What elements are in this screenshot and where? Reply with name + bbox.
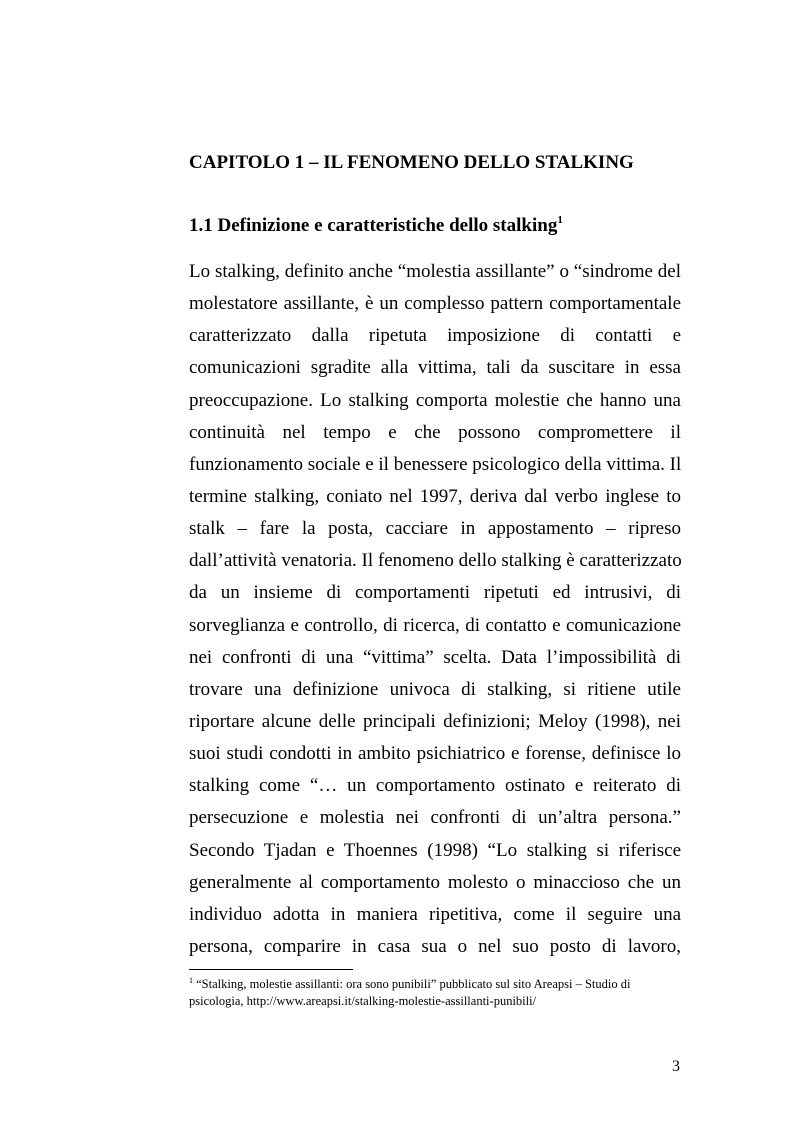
chapter-title: CAPITOLO 1 – IL FENOMENO DELLO STALKING [189, 152, 634, 173]
body-line: termine stalking, coniato nel 1997, deriva dal verbo inglese to [189, 485, 681, 507]
body-paragraph [189, 256, 681, 963]
body-line: Secondo Tjadan e Thoennes (1998) “Lo stalking si riferisce [189, 839, 681, 861]
body-line: preoccupazione. Lo stalking comporta molestie che hanno una [189, 389, 681, 411]
body-line: dall’attività venatoria. Il fenomeno dello stalking è caratterizzato [189, 550, 682, 572]
body-line: stalking come “… un comportamento ostinato e reiterato di [189, 775, 681, 797]
body-line: sorveglianza e controllo, di ricerca, di contatto e comunicazione [189, 614, 681, 636]
body-line: da un insieme di comportamenti ripetuti ed intrusivi, di [189, 582, 681, 604]
body-line: trovare una definizione univoca di stalking, si ritiene utile [189, 678, 681, 700]
body-line: continuità nel tempo e che possono compromettere il [189, 421, 681, 443]
footnote-line-1 [189, 976, 681, 993]
footnote-marker: 1 [189, 976, 193, 985]
body-line: individuo adotta in maniera ripetitiva, come il seguire una [189, 903, 681, 925]
footnote-text-1: “Stalking, molestie assillanti: ora sono punibili” pubblicato sul sito Areapsi – Studio di [193, 977, 631, 991]
body-line: caratterizzato dalla ripetuta imposizione di contatti e [189, 325, 681, 347]
body-line: suoi studi condotti in ambito psichiatrico e forense, definisce lo [189, 743, 681, 765]
footnote-line-2: psicologia, http://www.areapsi.it/stalking-molestie-assillanti-punibili/ [189, 994, 537, 1008]
footnote [189, 976, 681, 1010]
body-line: generalmente al comportamento molesto o minaccioso che un [189, 871, 681, 893]
body-line: molestatore assillante, è un complesso pattern comportamentale [189, 293, 681, 315]
section-title-text: 1.1 Definizione e caratteristiche dello stalking [189, 215, 558, 236]
body-line: comunicazioni sgradite alla vittima, tali da suscitare in essa [189, 357, 681, 379]
page-number: 3 [672, 1058, 680, 1075]
body-line: Lo stalking, definito anche “molestia assillante” o “sindrome del [189, 261, 681, 282]
body-line: stalk – fare la posta, cacciare in appostamento – ripreso [189, 518, 681, 540]
body-line: nei confronti di una “vittima” scelta. Data l’impossibilità di [189, 646, 681, 668]
body-line: riportare alcune delle principali definizioni; Meloy (1998), nei [189, 710, 681, 732]
body-line: persecuzione e molestia nei confronti di un’altra persona.” [189, 807, 681, 829]
footnote-reference[interactable]: 1 [557, 214, 563, 226]
body-line: persona, comparire in casa sua o nel suo posto di lavoro, [189, 935, 681, 957]
footnote-divider [189, 969, 353, 970]
body-line: funzionamento sociale e il benessere psicologico della vittima. Il [189, 453, 682, 475]
section-title [189, 213, 709, 239]
